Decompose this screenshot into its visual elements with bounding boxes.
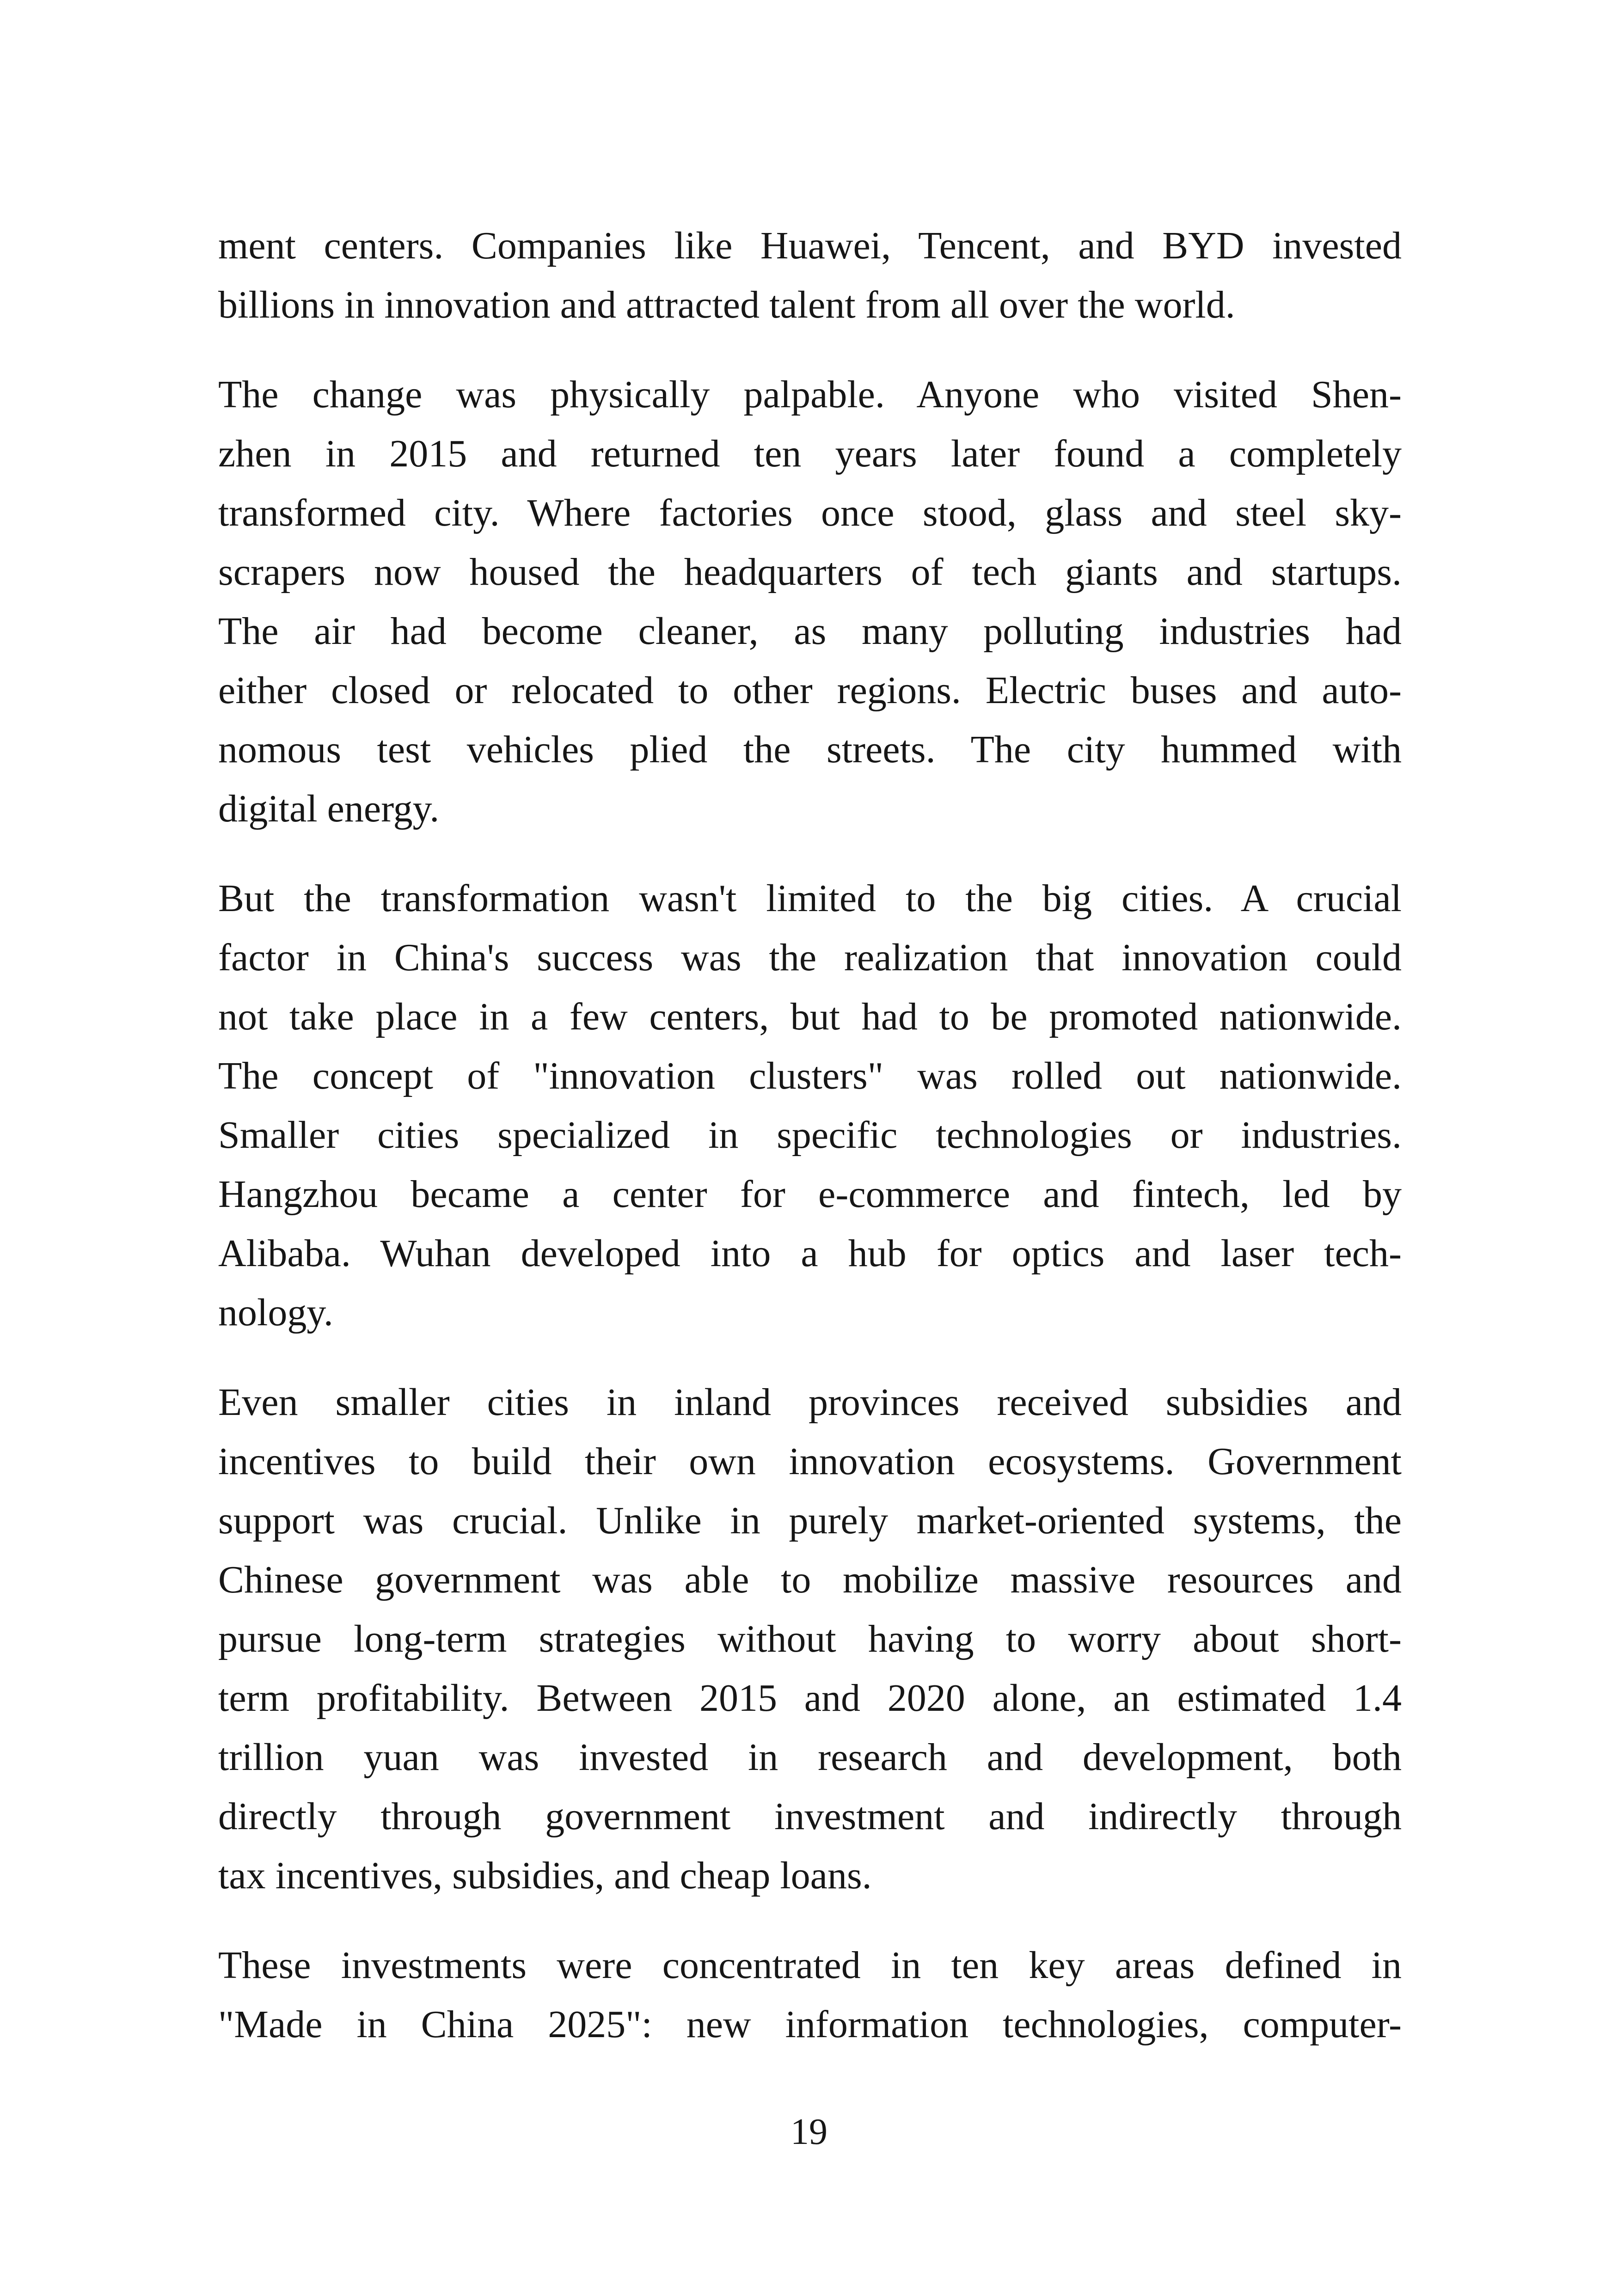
page-number: 19 — [791, 2112, 827, 2152]
text-line: Smaller cities specialized in specific technologies or industries. — [218, 1114, 1402, 1157]
text-line: Hangzhou became a center for e-commerce and fintech, led by — [218, 1173, 1402, 1216]
paragraph-4 — [218, 1373, 1402, 1905]
paragraph-3 — [218, 869, 1402, 1342]
text-line: either closed or relocated to other regions. Electric buses and auto- — [218, 669, 1402, 712]
text-line: The concept of "innovation clusters" was rolled out nationwide. — [218, 1054, 1402, 1097]
body-text — [218, 216, 1402, 2054]
text-line: transformed city. Where factories once stood, glass and steel sky- — [218, 491, 1402, 534]
paragraph-2 — [218, 365, 1402, 839]
text-line: But the transformation wasn't limited to the big cities. A crucial — [218, 877, 1402, 920]
text-line: support was crucial. Unlike in purely market-oriented systems, the — [218, 1499, 1402, 1542]
text-line: The air had become cleaner, as many polluting industries had — [218, 610, 1402, 653]
text-line: incentives to build their own innovation ecosystems. Government — [218, 1440, 1402, 1483]
text-line: These investments were concentrated in ten key areas defined in — [218, 1944, 1402, 1987]
paragraph-5 — [218, 1936, 1402, 2054]
text-line: pursue long-term strategies without having to worry about short- — [218, 1617, 1402, 1660]
text-line: billions in innovation and attracted talent from all over the world. — [218, 283, 1235, 326]
text-line: Even smaller cities in inland provinces received subsidies and — [218, 1381, 1402, 1424]
text-line: "Made in China 2025": new information technologies, computer- — [218, 2003, 1402, 2046]
text-line: The change was physically palpable. Anyone who visited Shen- — [218, 373, 1402, 416]
text-line: nomous test vehicles plied the streets. The city hummed with — [218, 728, 1402, 771]
text-line: trillion yuan was invested in research and development, both — [218, 1736, 1402, 1779]
text-line: Alibaba. Wuhan developed into a hub for optics and laser tech- — [218, 1232, 1402, 1275]
text-line: digital energy. — [218, 787, 440, 830]
text-line: not take place in a few centers, but had to be promoted nationwide. — [218, 995, 1402, 1038]
text-line: term profitability. Between 2015 and 2020 alone, an estimated 1.4 — [218, 1677, 1402, 1720]
text-line: nology. — [218, 1291, 333, 1334]
text-line: tax incentives, subsidies, and cheap loans. — [218, 1854, 872, 1897]
paragraph-1 — [218, 216, 1402, 335]
text-line: directly through government investment and indirectly through — [218, 1795, 1402, 1838]
text-line: ment centers. Companies like Huawei, Tencent, and BYD invested — [218, 224, 1402, 267]
text-line: factor in China's success was the realization that innovation could — [218, 936, 1402, 979]
text-line: zhen in 2015 and returned ten years later found a completely — [218, 432, 1402, 475]
text-line: Chinese government was able to mobilize massive resources and — [218, 1558, 1402, 1601]
text-line: scrapers now housed the headquarters of tech giants and startups. — [218, 551, 1402, 594]
